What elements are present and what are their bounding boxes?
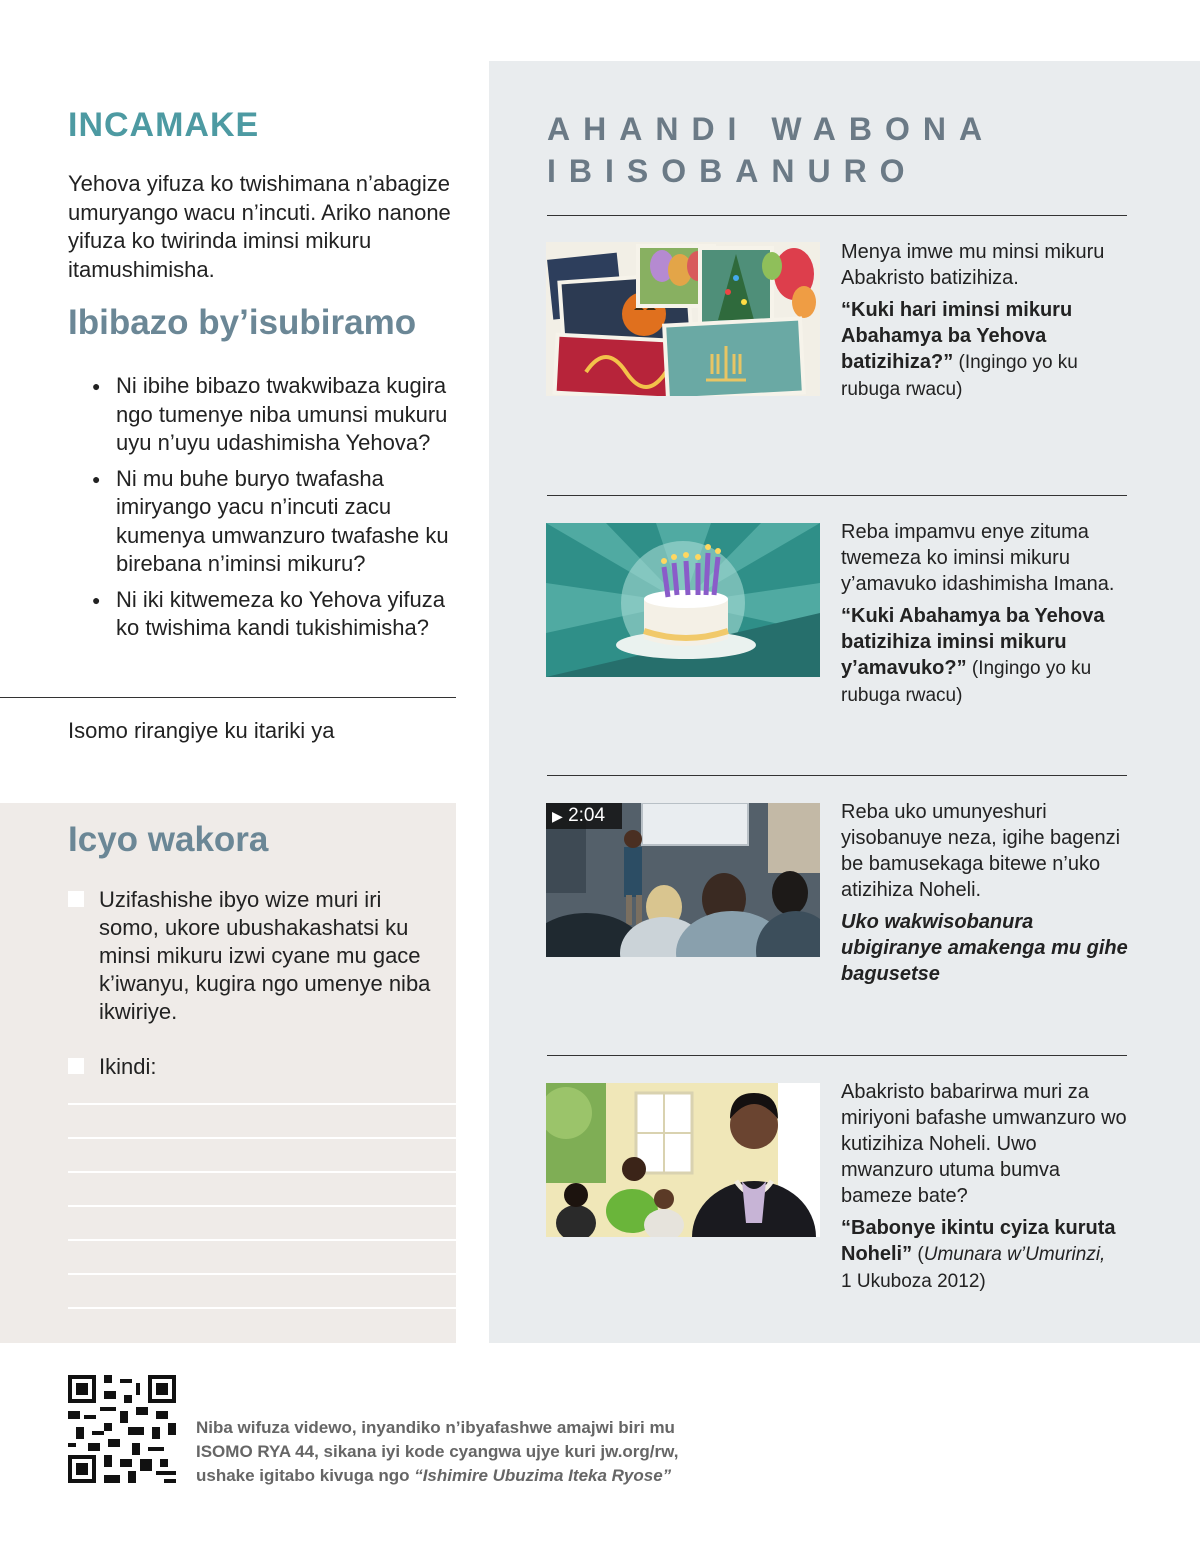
woman-smiling-image[interactable] [546,1083,820,1237]
book-title: “Ishimire Ubuzima Iteka Ryose” [414,1466,672,1485]
resource-link[interactable]: “Kuki Abahamya ba Yehova batizihiza iminsi mikuru y’amavuko?” [841,605,1105,679]
footer-text [196,1416,756,1488]
resource-source: ( [912,1244,924,1265]
qr-code-icon[interactable] [68,1375,176,1483]
resource-link[interactable]: Uko wakwisobanura ubigiranye amakenga mu gihe bagusetse [841,911,1128,985]
write-line[interactable] [68,1171,456,1173]
write-line[interactable] [68,1137,456,1139]
play-icon: ▶ [552,808,563,824]
divider [0,697,456,698]
resource-source-publication: Umunara w’Umurinzi, [923,1244,1106,1265]
resource-block [841,239,1131,403]
resource-description: Abakristo babarirwa muri za miriyoni bafashe umwanzuro wo kutizihiza Noheli. Uwo mwanzuro utuma bumva bameze bate? [841,1081,1127,1207]
footer-line: ushake igitabo kivuga ngo [196,1466,415,1485]
resource-source: (Ingingo yo ku rubuga rwacu) [841,352,1078,400]
resource-block [841,1079,1131,1295]
review-question: ● Ni ibihe bibazo twakwibaza kugira ngo tumenye niba umunsi mukuru uyu n’uyu udashimisha Yehova? [92,372,462,458]
lesson-completed-label: Isomo rirangiye ku itariki ya [68,718,335,743]
resource-description: Reba impamvu enye zituma twemeza ko iminsi mikuru y’amavuko idashimisha Imana. [841,521,1115,595]
summary-text: Yehova yifuza ko twishimana n’abagize umuryango wacu n’incuti. Ariko nanone yifuza ko twirinda iminsi mikuru itamushimisha. [68,171,451,282]
write-line[interactable] [68,1205,456,1207]
checkbox[interactable] [68,1058,84,1074]
task-heading: Icyo wakora [68,820,269,859]
write-line[interactable] [68,1307,456,1309]
review-question: ● Ni mu buhe buryo twafasha imiryango yacu n’incuti zacu kumenya umwanzuro twafashe ku birebana n’iminsi mikuru? [92,465,462,579]
write-line[interactable] [68,1103,456,1105]
review-question-list [92,372,462,650]
resource-source-date: 1 Ukuboza 2012) [841,1271,986,1292]
video-duration: 2:04 [568,805,606,826]
write-line[interactable] [68,1273,456,1275]
summary-heading: INCAMAKE [68,106,260,144]
footer-line: Niba wifuza videwo, inyandiko n’ibyafashwe amajwi biri mu [196,1418,675,1437]
holiday-cards-image[interactable] [546,242,820,396]
resource-description: Menya imwe mu minsi mikuru Abakristo batizihiza. [841,241,1105,289]
video-duration-badge [546,803,622,829]
footer-line: ISOMO RYA 44, sikana iyi kode cyangwa ujye kuri jw.org/rw, [196,1442,679,1461]
review-question: ● Ni iki kitwemeza ko Yehova yifuza ko twishima kandi tukishimisha? [92,586,462,643]
resource-source: (Ingingo yo ku rubuga rwacu) [841,658,1092,706]
task-item[interactable] [68,886,440,1026]
divider [547,215,1127,216]
resource-link[interactable]: “Babonye ikintu cyiza kuruta Noheli” [841,1217,1116,1265]
divider [547,775,1127,776]
more-info-heading: AHANDI WABONA IBISOBANURO [547,111,994,189]
review-heading: Ibibazo by’isubiramo [68,303,417,342]
task-item-other[interactable] [68,1053,440,1081]
resource-description: Reba uko umunyeshuri yisobanuye neza, igihe bagenzi be bamusekaga bitewe n’uko atizihiza Noheli. [841,801,1121,901]
checkbox[interactable] [68,891,84,907]
resource-block [841,519,1131,709]
divider [547,495,1127,496]
resource-block [841,799,1131,987]
birthday-cake-image[interactable] [546,523,820,677]
divider [547,1055,1127,1056]
classroom-video-image[interactable] [546,803,820,957]
task-item-text: Ikindi: [99,1054,157,1079]
resource-link[interactable]: “Kuki hari iminsi mikuru Abahamya ba Yehova batizihiza?” [841,299,1073,373]
task-item-text: Uzifashishe ibyo wize muri iri somo, ukore ubushakashatsi ku minsi mikuru izwi cyane mu gace k’iwanyu, kugira ngo umenye niba ikwiriye. [99,887,431,1024]
write-line[interactable] [68,1239,456,1241]
